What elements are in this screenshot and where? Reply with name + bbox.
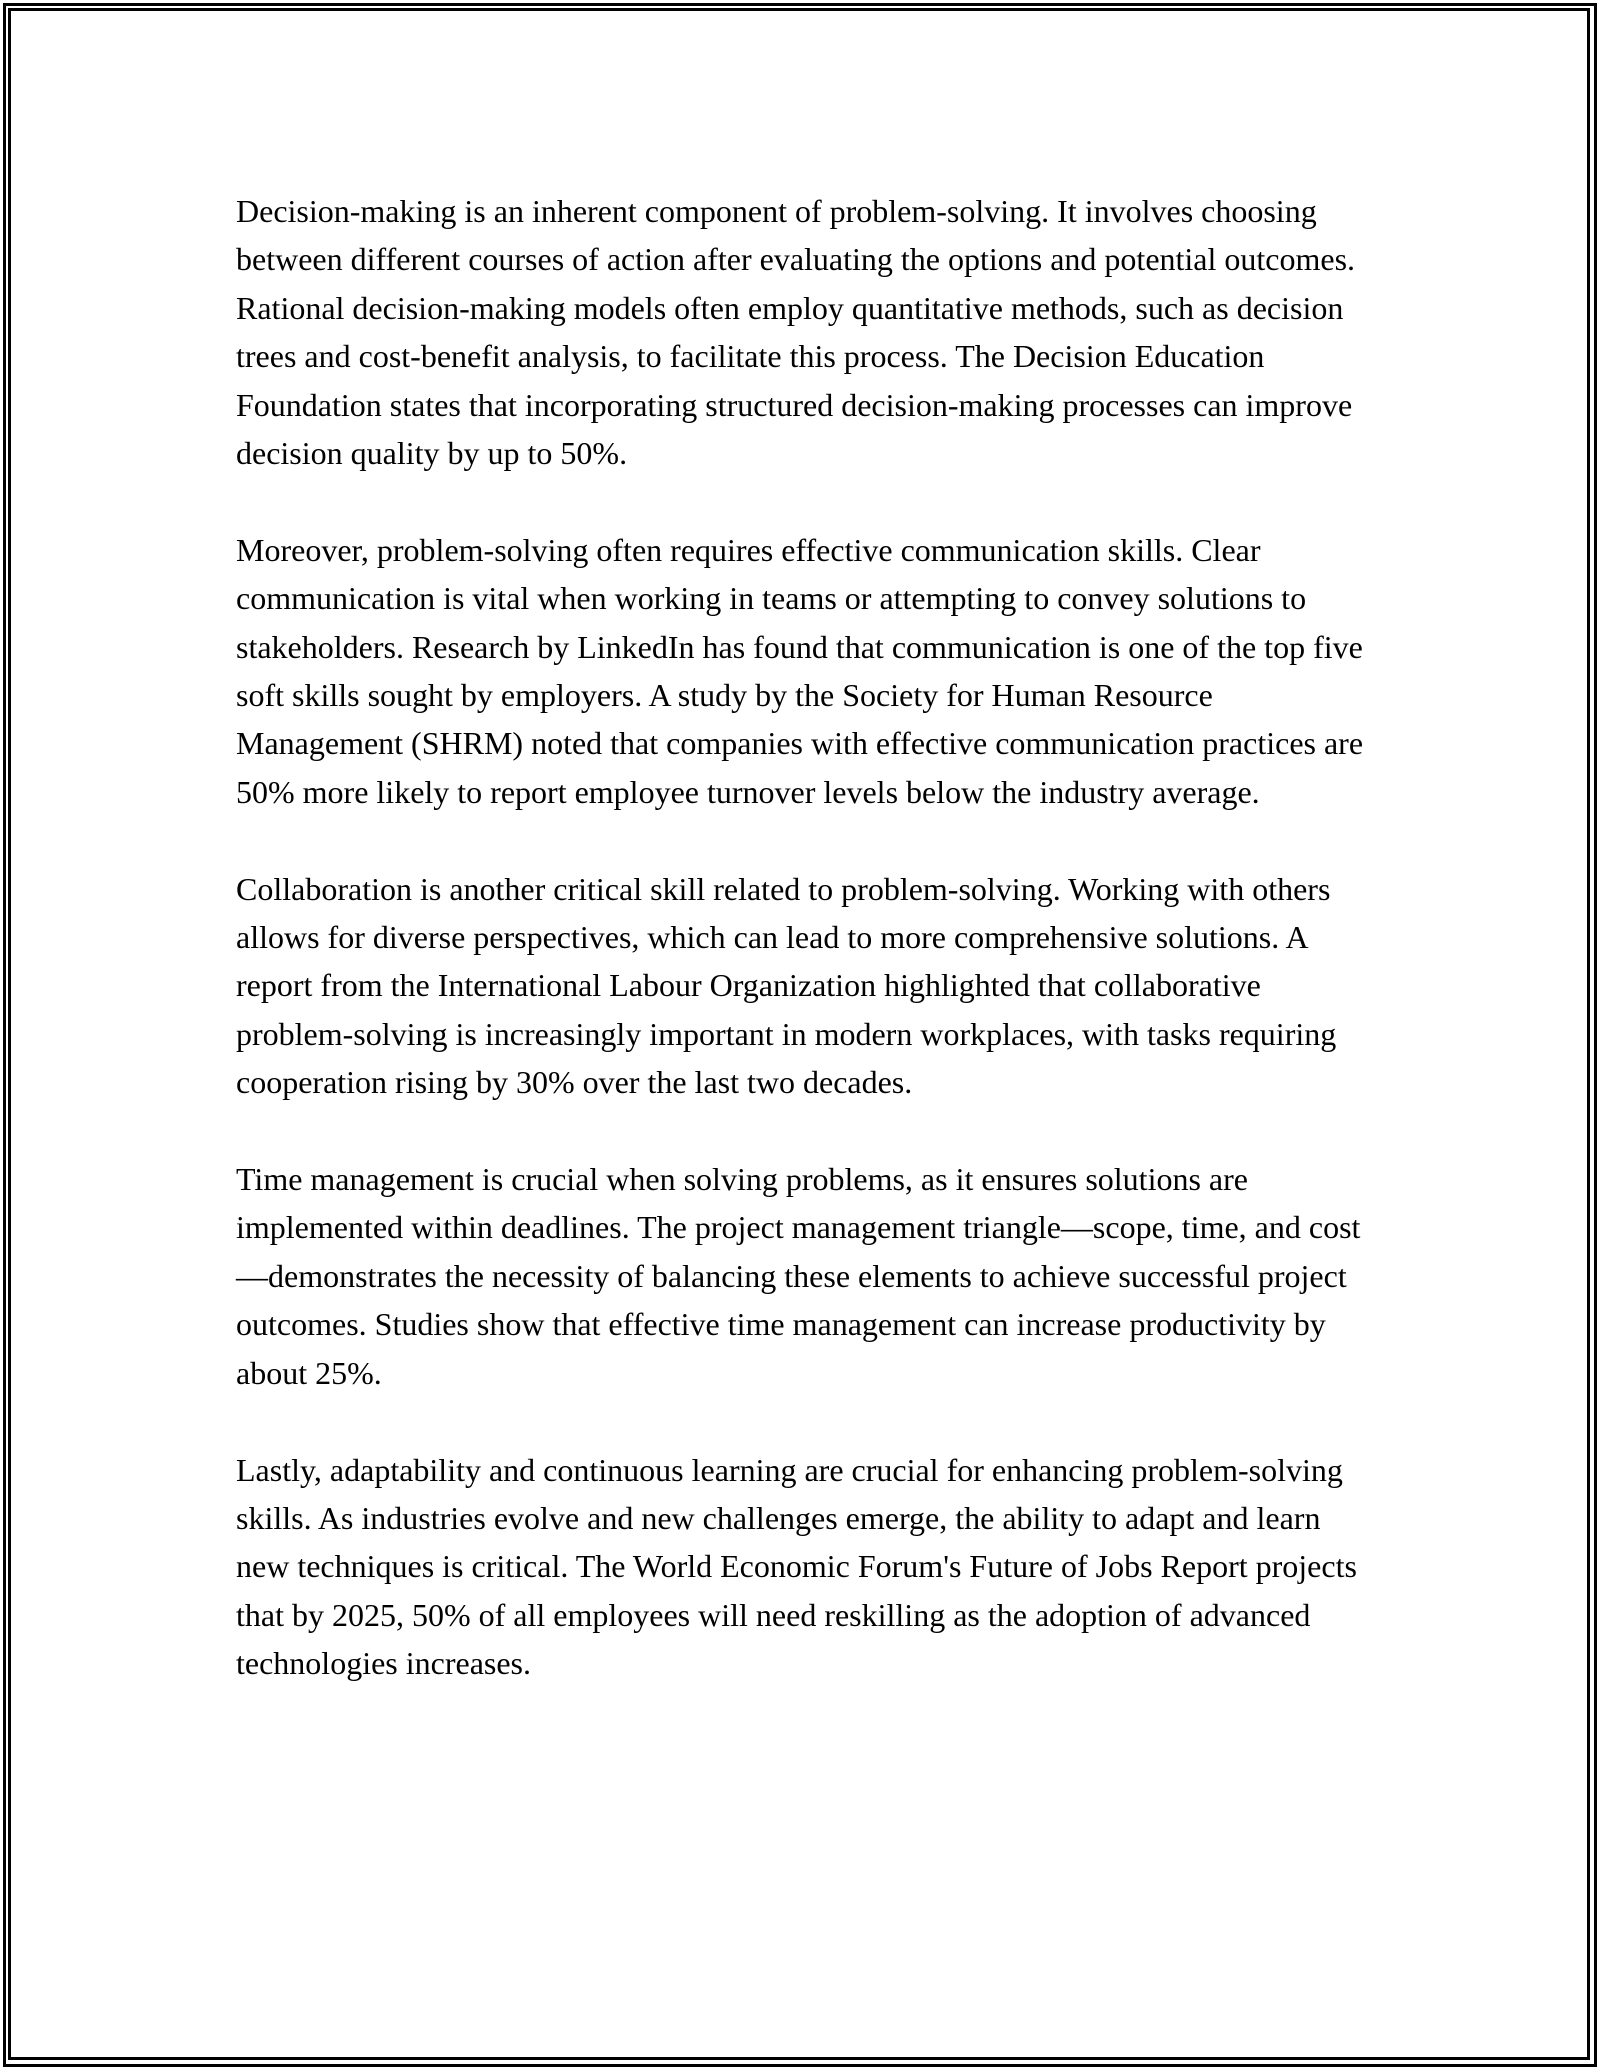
paragraph-collaboration: Collaboration is another critical skill related to problem-solving. Working with others allows for diverse perspectives, which can lead to more comprehensive solutions. A report from the International Labour Organization highlighted that collaborative problem-solving is increasingly important in modern workplaces, with tasks requiring cooperation rising by 30% over the last two decades.: [236, 870, 1337, 1101]
paragraph-time-management: Time management is crucial when solving problems, as it ensures solutions are implemented within deadlines. The project management triangle—scope, time, and cost—demonstrates the necessity of balancing these elements to achieve successful project outcomes. Studies show that effective time management can increase productivity by about 25%.: [236, 1161, 1361, 1391]
paragraph-adaptability: Lastly, adaptability and continuous learning are crucial for enhancing problem-solving skills. As industries evolve and new challenges emerge, the ability to adapt and learn new techniques is critical. The World Economic Forum's Future of Jobs Report projects that by 2025, 50% of all employees will need reskilling as the adoption of advanced technologies increases.: [236, 1451, 1357, 1682]
paragraph-decision-making: Decision-making is an inherent component of problem-solving. It involves choosing between different courses of action after evaluating the options and potential outcomes. Rational decision-making models often employ quantitative methods, such as decision trees and cost-benefit analysis, to facilitate this process. The Decision Education Foundation states that incorporating structured decision-making processes can improve decision quality by up to 50%.: [236, 193, 1356, 472]
paragraph-communication: Moreover, problem-solving often requires effective communication skills. Clear communication is vital when working in teams or attempting to convey solutions to stakeholders. Research by LinkedIn has found that communication is one of the top five soft skills sought by employers. A study by the Society for Human Resource Management (SHRM) noted that companies with effective communication practices are 50% more likely to report employee turnover levels below the industry average.: [236, 531, 1364, 810]
document-body: [236, 187, 1376, 1736]
